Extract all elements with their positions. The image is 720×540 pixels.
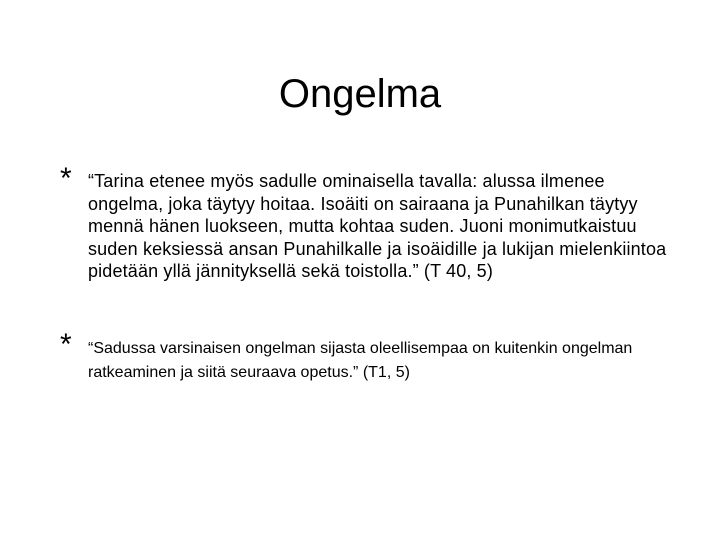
- bullet-text: “Sadussa varsinaisen ongelman sijasta oleellisempaa on kuitenkin ongelman ratkeaminen ja siitä seuraava opetus.” (T1, 5): [88, 340, 633, 381]
- bullet-item: [60, 164, 670, 283]
- slide-title: Ongelma: [278, 72, 442, 116]
- asterisk-bullet-icon: *: [60, 328, 72, 361]
- bullet-item: [60, 330, 670, 385]
- asterisk-bullet-icon: *: [60, 162, 72, 195]
- bullet-text: “Tarina etenee myös sadulle ominaisella tavalla: alussa ilmenee ongelma, joka täytyy hoitaa. Isoäiti on sairaana ja Punahilkan täytyy mennä hänen luokseen, mutta kohtaa suden. Juoni monimutkaistuu suden keksiessä ansan Punahilkalle ja isoäidille ja lukijan mielenkiintoa pidetään yllä jännityksellä sekä toistolla.” (T 40, 5): [88, 171, 667, 281]
